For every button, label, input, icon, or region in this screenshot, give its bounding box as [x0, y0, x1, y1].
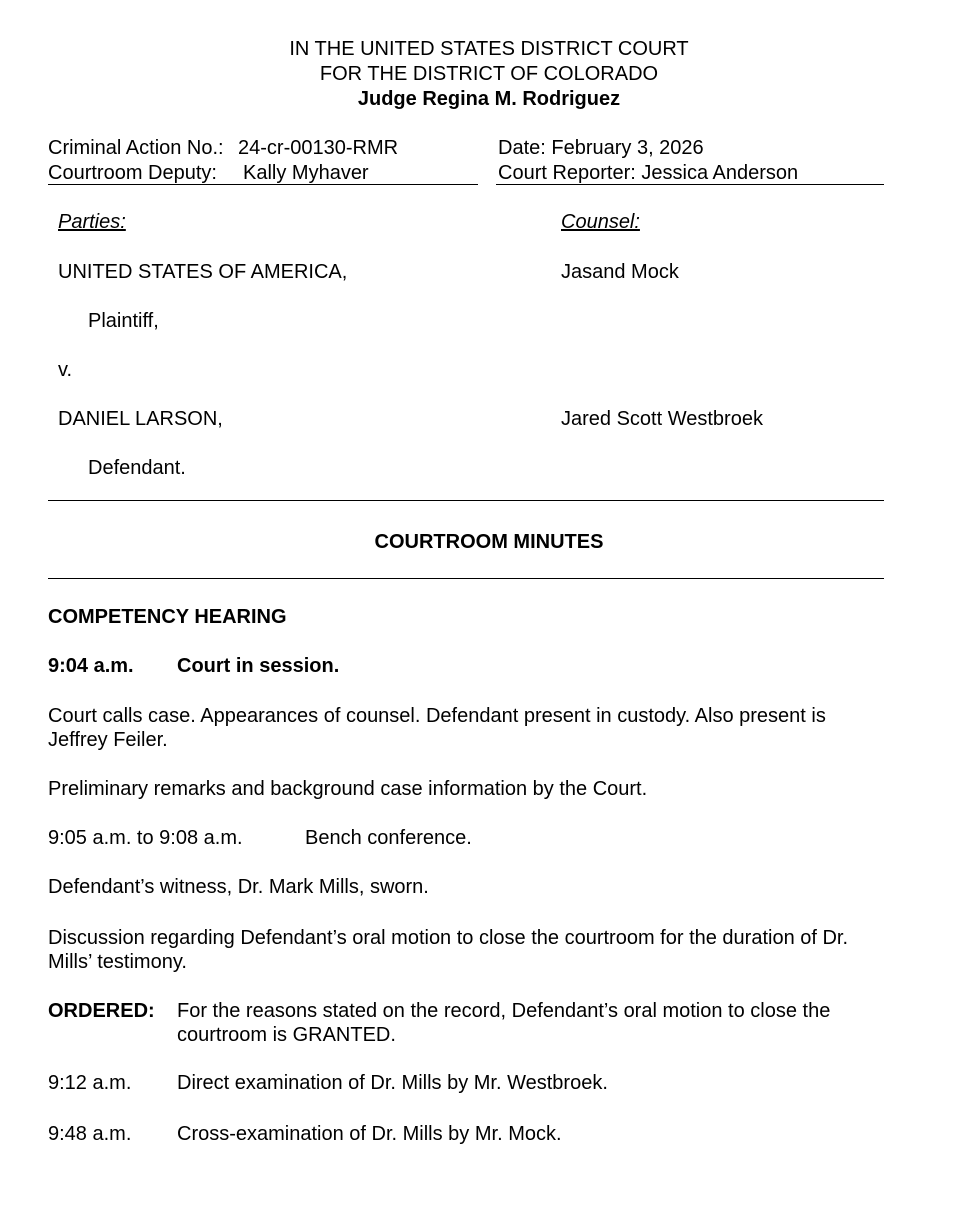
- court-name-line1: IN THE UNITED STATES DISTRICT COURT: [289, 38, 689, 60]
- defendant-counsel: Jared Scott Westbroek: [561, 408, 763, 430]
- versus: v.: [58, 359, 73, 381]
- plaintiff-counsel: Jasand Mock: [561, 261, 679, 283]
- hearing-date: Date: February 3, 2026: [498, 137, 704, 159]
- action-label: Criminal Action No.:: [48, 137, 224, 159]
- bench-text: Bench conference.: [305, 827, 472, 849]
- defendant-role: Defendant.: [88, 457, 186, 479]
- deputy-name: Kally Myhaver: [243, 162, 369, 184]
- paragraph-preliminary-remarks: Preliminary remarks and background case information by the Court.: [48, 778, 648, 800]
- minutes-title-rule: [48, 578, 884, 579]
- entry-time: 9:12 a.m.: [48, 1072, 132, 1094]
- case-info-rule-right: [496, 184, 884, 185]
- paragraph-witness-sworn: Defendant’s witness, Dr. Mark Mills, sworn.: [48, 876, 429, 898]
- entry-time: 9:48 a.m.: [48, 1123, 132, 1145]
- plaintiff-role: Plaintiff,: [88, 310, 159, 332]
- counsel-heading: Counsel:: [561, 211, 640, 233]
- hearing-type: COMPETENCY HEARING: [48, 606, 287, 628]
- ordered-text: For the reasons stated on the record, Defendant’s oral motion to close the courtroom is GRANTED.: [177, 1000, 831, 1046]
- session-time: 9:04 a.m.: [48, 655, 134, 677]
- judge-name: Judge Regina M. Rodriguez: [357, 88, 621, 110]
- paragraph-oral-motion: Discussion regarding Defendant’s oral motion to close the courtroom for the duration of Dr. Mills’ testimony.: [48, 927, 849, 973]
- ordered-label: ORDERED:: [48, 1000, 155, 1022]
- minutes-title: COURTROOM MINUTES: [374, 531, 604, 553]
- entry-text: Cross-examination of Dr. Mills by Mr. Mock.: [177, 1123, 562, 1145]
- paragraph-case-called: Court calls case. Appearances of counsel. Defendant present in custody. Also present is Jeffrey Feiler.: [48, 705, 826, 751]
- action-number: 24-cr-00130-RMR: [238, 137, 399, 159]
- parties-heading: Parties:: [58, 211, 126, 233]
- plaintiff-name: UNITED STATES OF AMERICA,: [58, 261, 348, 283]
- parties-rule: [48, 500, 884, 501]
- deputy-label: Courtroom Deputy:: [48, 162, 217, 184]
- entry-text: Direct examination of Dr. Mills by Mr. Westbroek.: [177, 1072, 608, 1094]
- session-text: Court in session.: [177, 655, 340, 677]
- court-name-line2: FOR THE DISTRICT OF COLORADO: [319, 63, 659, 85]
- court-reporter: Court Reporter: Jessica Anderson: [498, 162, 799, 184]
- bench-time: 9:05 a.m. to 9:08 a.m.: [48, 827, 243, 849]
- case-info-rule-left: [48, 184, 478, 185]
- defendant-name: DANIEL LARSON,: [58, 408, 223, 430]
